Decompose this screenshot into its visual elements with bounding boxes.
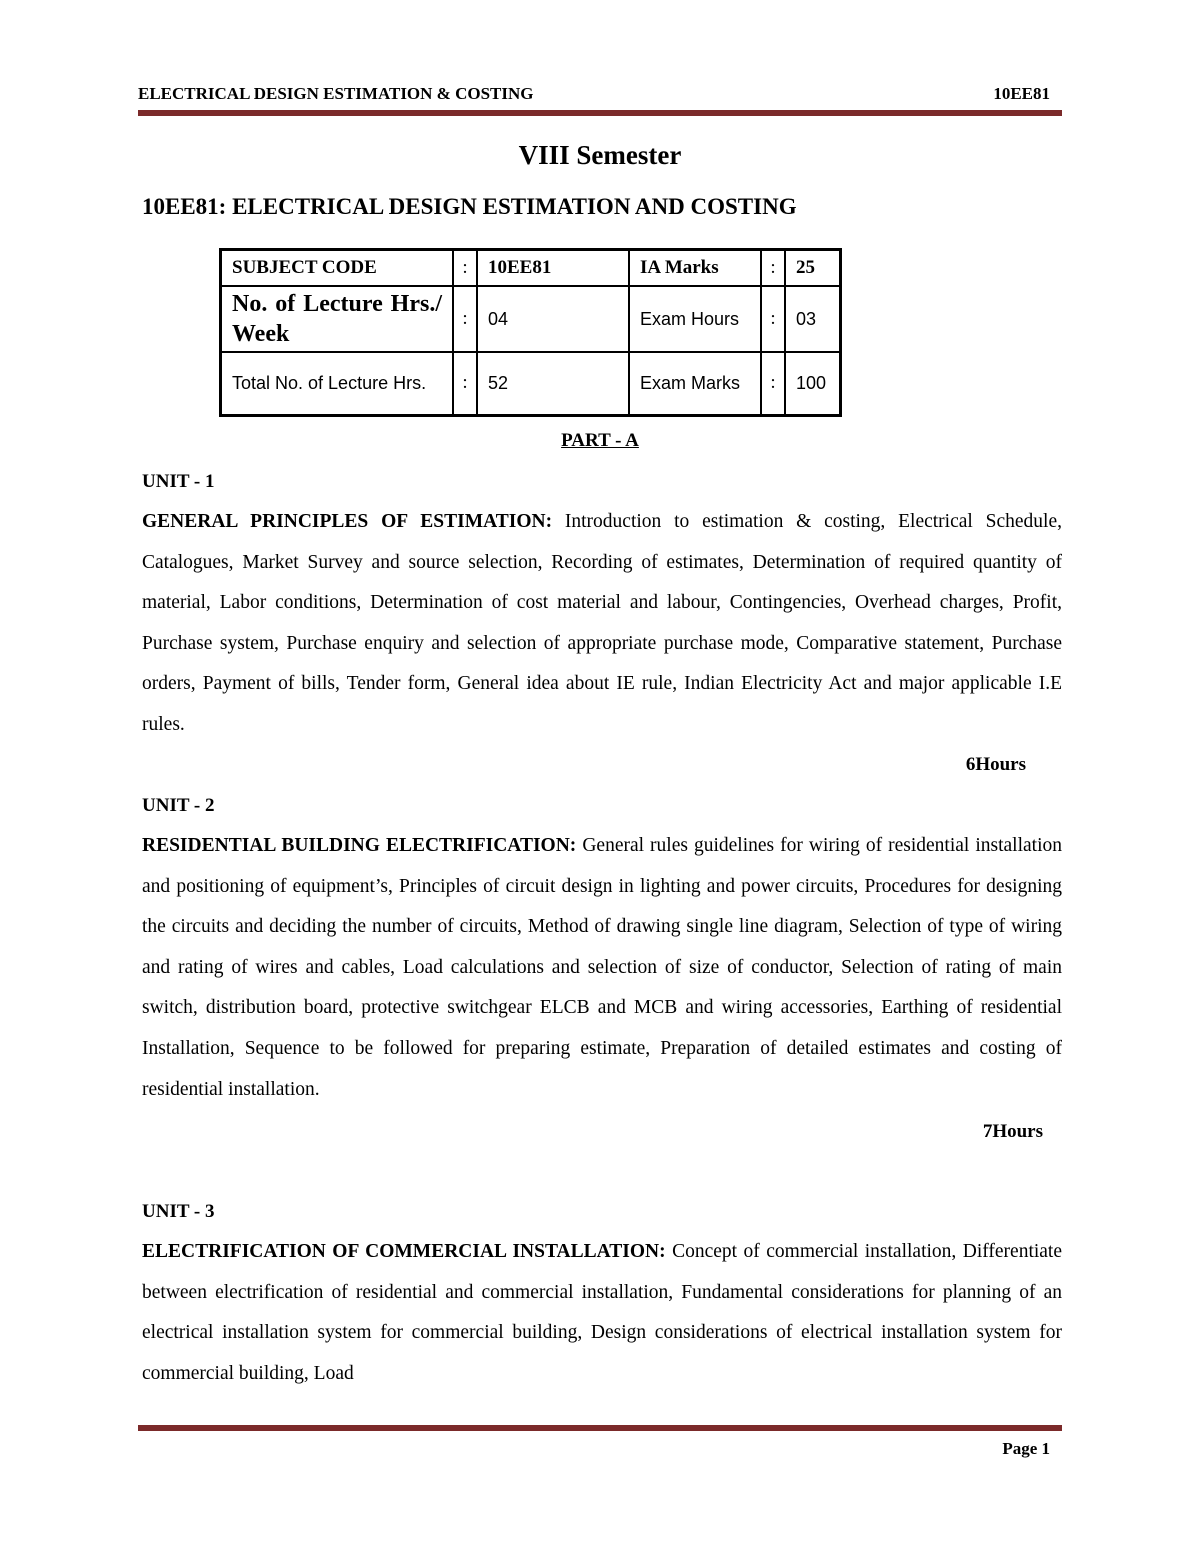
unit-hours: 6Hours <box>965 754 1026 775</box>
unit-body: Concept of commercial installation, Differentiate between electrification of residential and commercial installation, Fundamental considerations for planning of an electrical installation system for commercial building, Design considerations of electrical installation system for commercial building, Load <box>142 1241 1063 1384</box>
part-heading: PART - A <box>561 430 639 451</box>
unit-body: Introduction to estimation & costing, Electrical Schedule, Catalogues, Market Survey and source selection, Recording of estimates, Determination of required quantity of material, Labor conditions, Determination of cost material and labour, Contingencies, Overhead charges, Profit, Purchase system, Purchase enquiry and selection of appropriate purchase mode, Comparative statement, Purchase orders, Payment of bills, Tender form, General idea about IE rule, Indian Electricity Act and major applicable I.E rules. <box>142 511 1062 735</box>
table-cell-label: SUBJECT CODE <box>221 250 454 287</box>
table-cell-colon: : <box>453 352 477 415</box>
unit-heading: UNIT - 2 <box>142 795 215 816</box>
table-cell-value: 100 <box>785 352 841 415</box>
header-title: ELECTRICAL DESIGN ESTIMATION & COSTING <box>138 84 534 103</box>
semester-heading: VIII Semester <box>518 140 682 170</box>
unit-title: ELECTRIFICATION OF COMMERCIAL INSTALLATION: <box>142 1241 666 1262</box>
table-cell-label: IA Marks <box>629 250 761 287</box>
table-cell-colon: : <box>453 250 477 287</box>
unit-description <box>142 1232 1062 1394</box>
table-row <box>221 352 841 415</box>
table-cell-colon: : <box>761 286 785 352</box>
unit-heading: UNIT - 3 <box>142 1201 215 1222</box>
header-code: 10EE81 <box>993 84 1050 103</box>
page-number: Page 1 <box>1002 1439 1050 1458</box>
table-cell-label: Total No. of Lecture Hrs. <box>221 352 454 415</box>
table-cell-colon: : <box>453 286 477 352</box>
table-row <box>221 286 841 352</box>
table-cell-value: 52 <box>477 352 629 415</box>
table-cell-value: 10EE81 <box>477 250 629 287</box>
table-cell-label: No. of Lecture Hrs./ Week <box>221 286 454 352</box>
unit-title: RESIDENTIAL BUILDING ELECTRIFICATION: <box>142 835 577 856</box>
course-title: 10EE81: ELECTRICAL DESIGN ESTIMATION AND COSTING <box>142 194 797 219</box>
table-cell-label: Exam Marks <box>629 352 761 415</box>
table-cell-colon: : <box>761 250 785 287</box>
unit-hours: 7Hours <box>982 1121 1043 1142</box>
table-cell-value: 04 <box>477 286 629 352</box>
footer-rule <box>138 1425 1062 1431</box>
header-rule <box>138 110 1062 116</box>
unit-body: General rules guidelines for wiring of residential installation and positioning of equipment’s, Principles of circuit design in lighting and power circuits, Procedures for designing the circuits and deciding the number of circuits, Method of drawing single line diagram, Selection of type of wiring and rating of wires and cables, Load calculations and selection of size of conductor, Selection of rating of main switch, distribution board, protective switchgear ELCB and MCB and wiring accessories, Earthing of residential Installation, Sequence to be followed for preparing estimate, Preparation of detailed estimates and costing of residential installation. <box>142 835 1063 1100</box>
unit-title: GENERAL PRINCIPLES OF ESTIMATION: <box>142 511 553 532</box>
running-header <box>138 84 1062 106</box>
unit-description <box>142 502 1062 746</box>
table-cell-value: 03 <box>785 286 841 352</box>
table-cell-value: 25 <box>785 250 841 287</box>
unit-description <box>142 826 1062 1110</box>
table-cell-label: Exam Hours <box>629 286 761 352</box>
unit-heading: UNIT - 1 <box>142 471 215 492</box>
table-cell-colon: : <box>761 352 785 415</box>
table-row <box>221 250 841 287</box>
subject-info-table <box>219 248 842 417</box>
